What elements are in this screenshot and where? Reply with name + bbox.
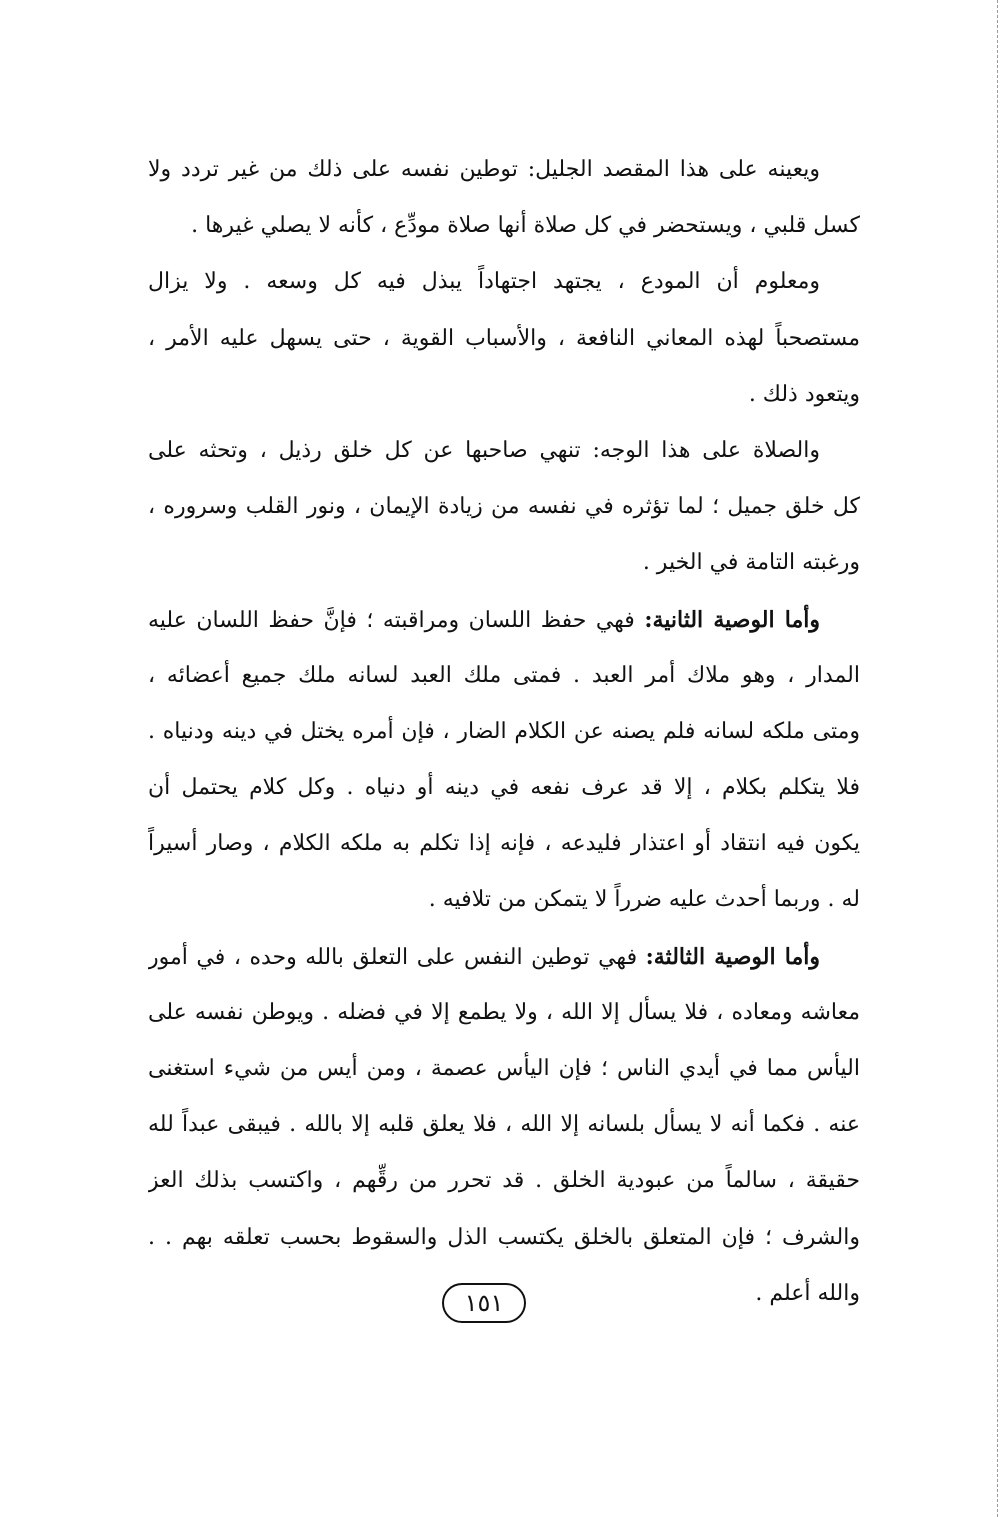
text-line: كسل قلبي ، ويستحضر في كل صلاة أنها صلاة مودِّع ، كأنه لا يصلي غيرها . <box>191 213 860 239</box>
text-line: اليأس مما في أيدي الناس ؛ فإن اليأس عصمة ، ومن أيس من شيء استغنى <box>148 1056 860 1081</box>
text-line: كل خلق جميل ؛ لما تؤثره في نفسه من زيادة الإيمان ، ونور القلب وسروره ، <box>148 494 860 520</box>
text-line: والشرف ؛ فإن المتعلق بالخلق يكتسب الذل والسقوط بحسب تعلقه بهم . . <box>148 1224 860 1250</box>
text-line: ويعينه على هذا المقصد الجليل: توطين نفسه على ذلك من غير تردد ولا <box>148 157 820 182</box>
text-line: ومعلوم أن المودع ، يجتهد اجتهاداً يبذل فيه كل وسعه . ولا يزال <box>148 269 820 295</box>
text-line: يكون فيه انتقاد أو اعتذار فليدعه ، فإنه إذا تكلم به ملكه الكلام ، وصار أسيراً <box>148 831 860 857</box>
body-text <box>148 142 860 1322</box>
paragraph-2 <box>148 254 860 423</box>
text-line: والله أعلم . <box>755 1280 860 1306</box>
text-line <box>148 592 860 648</box>
text-line: ويتعود ذلك . <box>748 381 860 407</box>
text-line: ومتى ملكه لسانه فلم يصنه عن الكلام الضار ، فإن أمره يختل في دينه ودنياه . <box>148 718 860 744</box>
paragraph-third-advice <box>148 929 860 1322</box>
text-line: والصلاة على هذا الوجه: تنهي صاحبها عن كل خلق رذيل ، وتحثه على <box>148 437 820 463</box>
text-run: فهي حفظ اللسان ومراقبته ؛ فإنَّ حفظ اللسان عليه <box>148 607 635 633</box>
paragraph-3 <box>148 423 860 592</box>
page-number: ١٥١ <box>442 1283 526 1323</box>
text-line: ورغبته التامة في الخير . <box>642 550 860 576</box>
text-line: معاشه ومعاده ، فلا يسأل إلا الله ، ولا يطمع إلا في فضله . ويوطن نفسه على <box>148 999 860 1025</box>
text-line: فلا يتكلم بكلام ، إلا قد عرف نفعه في دينه أو دنياه . وكل كلام يحتمل أن <box>148 775 860 801</box>
text-line: له . وربما أحدث عليه ضرراً لا يتمكن من تلافيه . <box>428 887 860 913</box>
paragraph-second-advice <box>148 592 860 929</box>
text-line: المدار ، وهو ملاك أمر العبد . فمتى ملك العبد لسانه ملك جميع أعضائه ، <box>148 662 860 688</box>
paragraph-1 <box>148 142 860 254</box>
text-line <box>148 929 860 985</box>
text-line: حقيقة ، سالماً من عبودية الخلق . قد تحرر من رقِّهم ، واكتسب بذلك العز <box>148 1168 860 1194</box>
page-edge-divider <box>997 0 998 1517</box>
section-lead: وأما الوصية الثانية: <box>644 606 821 633</box>
section-lead: وأما الوصية الثالثة: <box>645 943 820 970</box>
text-line: عنه . فكما أنه لا يسأل بلسانه إلا الله ، فلا يعلق قلبه إلا بالله . فيبقى عبداً لله <box>148 1112 860 1138</box>
text-run: فهي توطين النفس على التعلق بالله وحده ، في أمور <box>148 944 638 970</box>
text-line: مستصحباً لهذه المعاني النافعة ، والأسباب القوية ، حتى يسهل عليه الأمر ، <box>148 325 860 351</box>
